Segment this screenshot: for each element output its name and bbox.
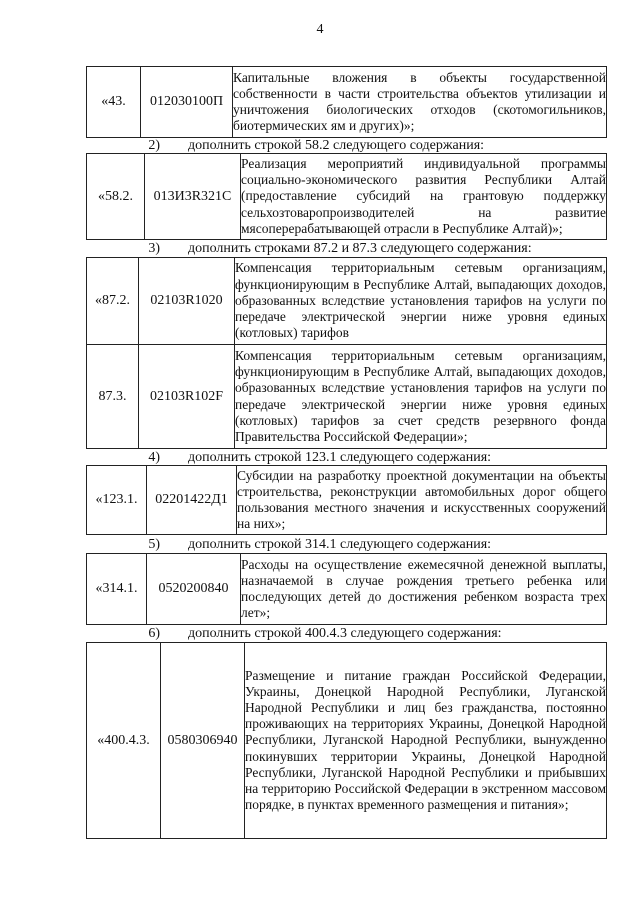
row-description: Капитальные вложения в объекты государственной собственности в части строительства объектов утилизации и уничтожения биологических отходов (скотомогильников, биотермических ям и других)»;	[233, 67, 607, 138]
amendment-caption-5	[120, 537, 491, 553]
row-number: «87.2.	[87, 258, 139, 345]
row-number: «314.1.	[87, 554, 147, 625]
amendment-caption-4	[120, 450, 491, 466]
budget-code: 02103R102F	[139, 345, 235, 449]
table-block-400-4-3	[86, 642, 607, 839]
row-description: Субсидии на разработку проектной документации на объекты строительства, реконструкции автомобильных дорог общего пользования местного значения и искусственных сооружений на них»;	[237, 466, 607, 535]
item-text: дополнить строкой 400.4.3 следующего содержания:	[188, 626, 502, 641]
item-text: дополнить строками 87.2 и 87.3 следующего содержания:	[188, 241, 532, 256]
row-number: «400.4.3.	[87, 643, 161, 839]
row-number: «43.	[87, 67, 141, 138]
row-description: Размещение и питание граждан Российской Федерации, Украины, Донецкой Народной Республики, Луганской Народной Республики и лиц без гражданства, постоянно проживающих на территориях Украины, Донецкой Народной Республики, Луганской Народной Республики, вынужденно покинувших территории Украины, Донецкой Народной Республики, Луганской Народной Республики и прибывших на территорию Российской Федерации в экстренном массовом порядке, в пунктах временного размещения и питания»;	[245, 643, 607, 839]
budget-code: 012030100П	[141, 67, 233, 138]
item-text: дополнить строкой 58.2 следующего содержания:	[188, 138, 485, 153]
table-block-43	[86, 66, 607, 138]
item-number: 6)	[148, 626, 160, 641]
row-description: Расходы на осуществление ежемесячной денежной выплаты, назначаемой в случае рождения третьего ребенка или последующих детей до достижения ребенком возраста трех лет»;	[241, 554, 607, 625]
table-block-314-1	[86, 553, 607, 625]
table-row	[87, 345, 607, 449]
table-block-87	[86, 257, 607, 449]
item-number: 4)	[148, 450, 160, 465]
table-row	[86, 153, 607, 240]
budget-code: 0520200840	[147, 554, 241, 625]
row-number: «123.1.	[87, 466, 147, 535]
table-row	[86, 66, 607, 138]
table-row	[86, 642, 607, 839]
budget-code: 02103R1020	[139, 258, 235, 345]
item-text: дополнить строкой 123.1 следующего содержания:	[188, 450, 492, 465]
row-number: 87.3.	[87, 345, 139, 449]
table-block-123-1	[86, 465, 607, 535]
budget-code: 013И3R321С	[145, 154, 241, 240]
table-row-group	[86, 257, 607, 449]
amendment-caption-6	[120, 626, 502, 642]
row-description: Компенсация территориальным сетевым организациям, функционирующим в Республике Алтай, выпадающих доходов, образованных вследствие установления тарифов на услуги по передаче электрической энергии ниже уровня единых (котловых) тарифов за счет средств резервного фонда Правительства Российской Федерации»;	[235, 345, 607, 449]
item-number: 5)	[148, 537, 160, 552]
amendment-caption-3	[120, 241, 532, 257]
table-row	[87, 258, 607, 345]
table-row	[86, 465, 607, 535]
budget-code: 0580306940	[161, 643, 245, 839]
table-row	[86, 553, 607, 625]
item-text: дополнить строкой 314.1 следующего содержания:	[188, 537, 492, 552]
page-number: 4	[316, 22, 324, 37]
item-number: 3)	[148, 241, 160, 256]
row-number: «58.2.	[87, 154, 145, 240]
row-description: Реализация мероприятий индивидуальной программы социально-экономического развития Республики Алтай (предоставление субсидий на грантовую поддержку сельхозтоваропроизводителей на развитие мясоперерабатывающей отрасли в Республике Алтай)»;	[241, 154, 607, 240]
table-block-58-2	[86, 153, 607, 240]
amendment-caption-2	[120, 138, 484, 154]
budget-code: 02201422Д1	[147, 466, 237, 535]
row-description: Компенсация территориальным сетевым организациям, функционирующим в Республике Алтай, выпадающих доходов, образованных вследствие установления тарифов на услуги по передаче электрической энергии ниже уровня единых (котловых) тарифов	[235, 258, 607, 345]
item-number: 2)	[148, 138, 160, 153]
